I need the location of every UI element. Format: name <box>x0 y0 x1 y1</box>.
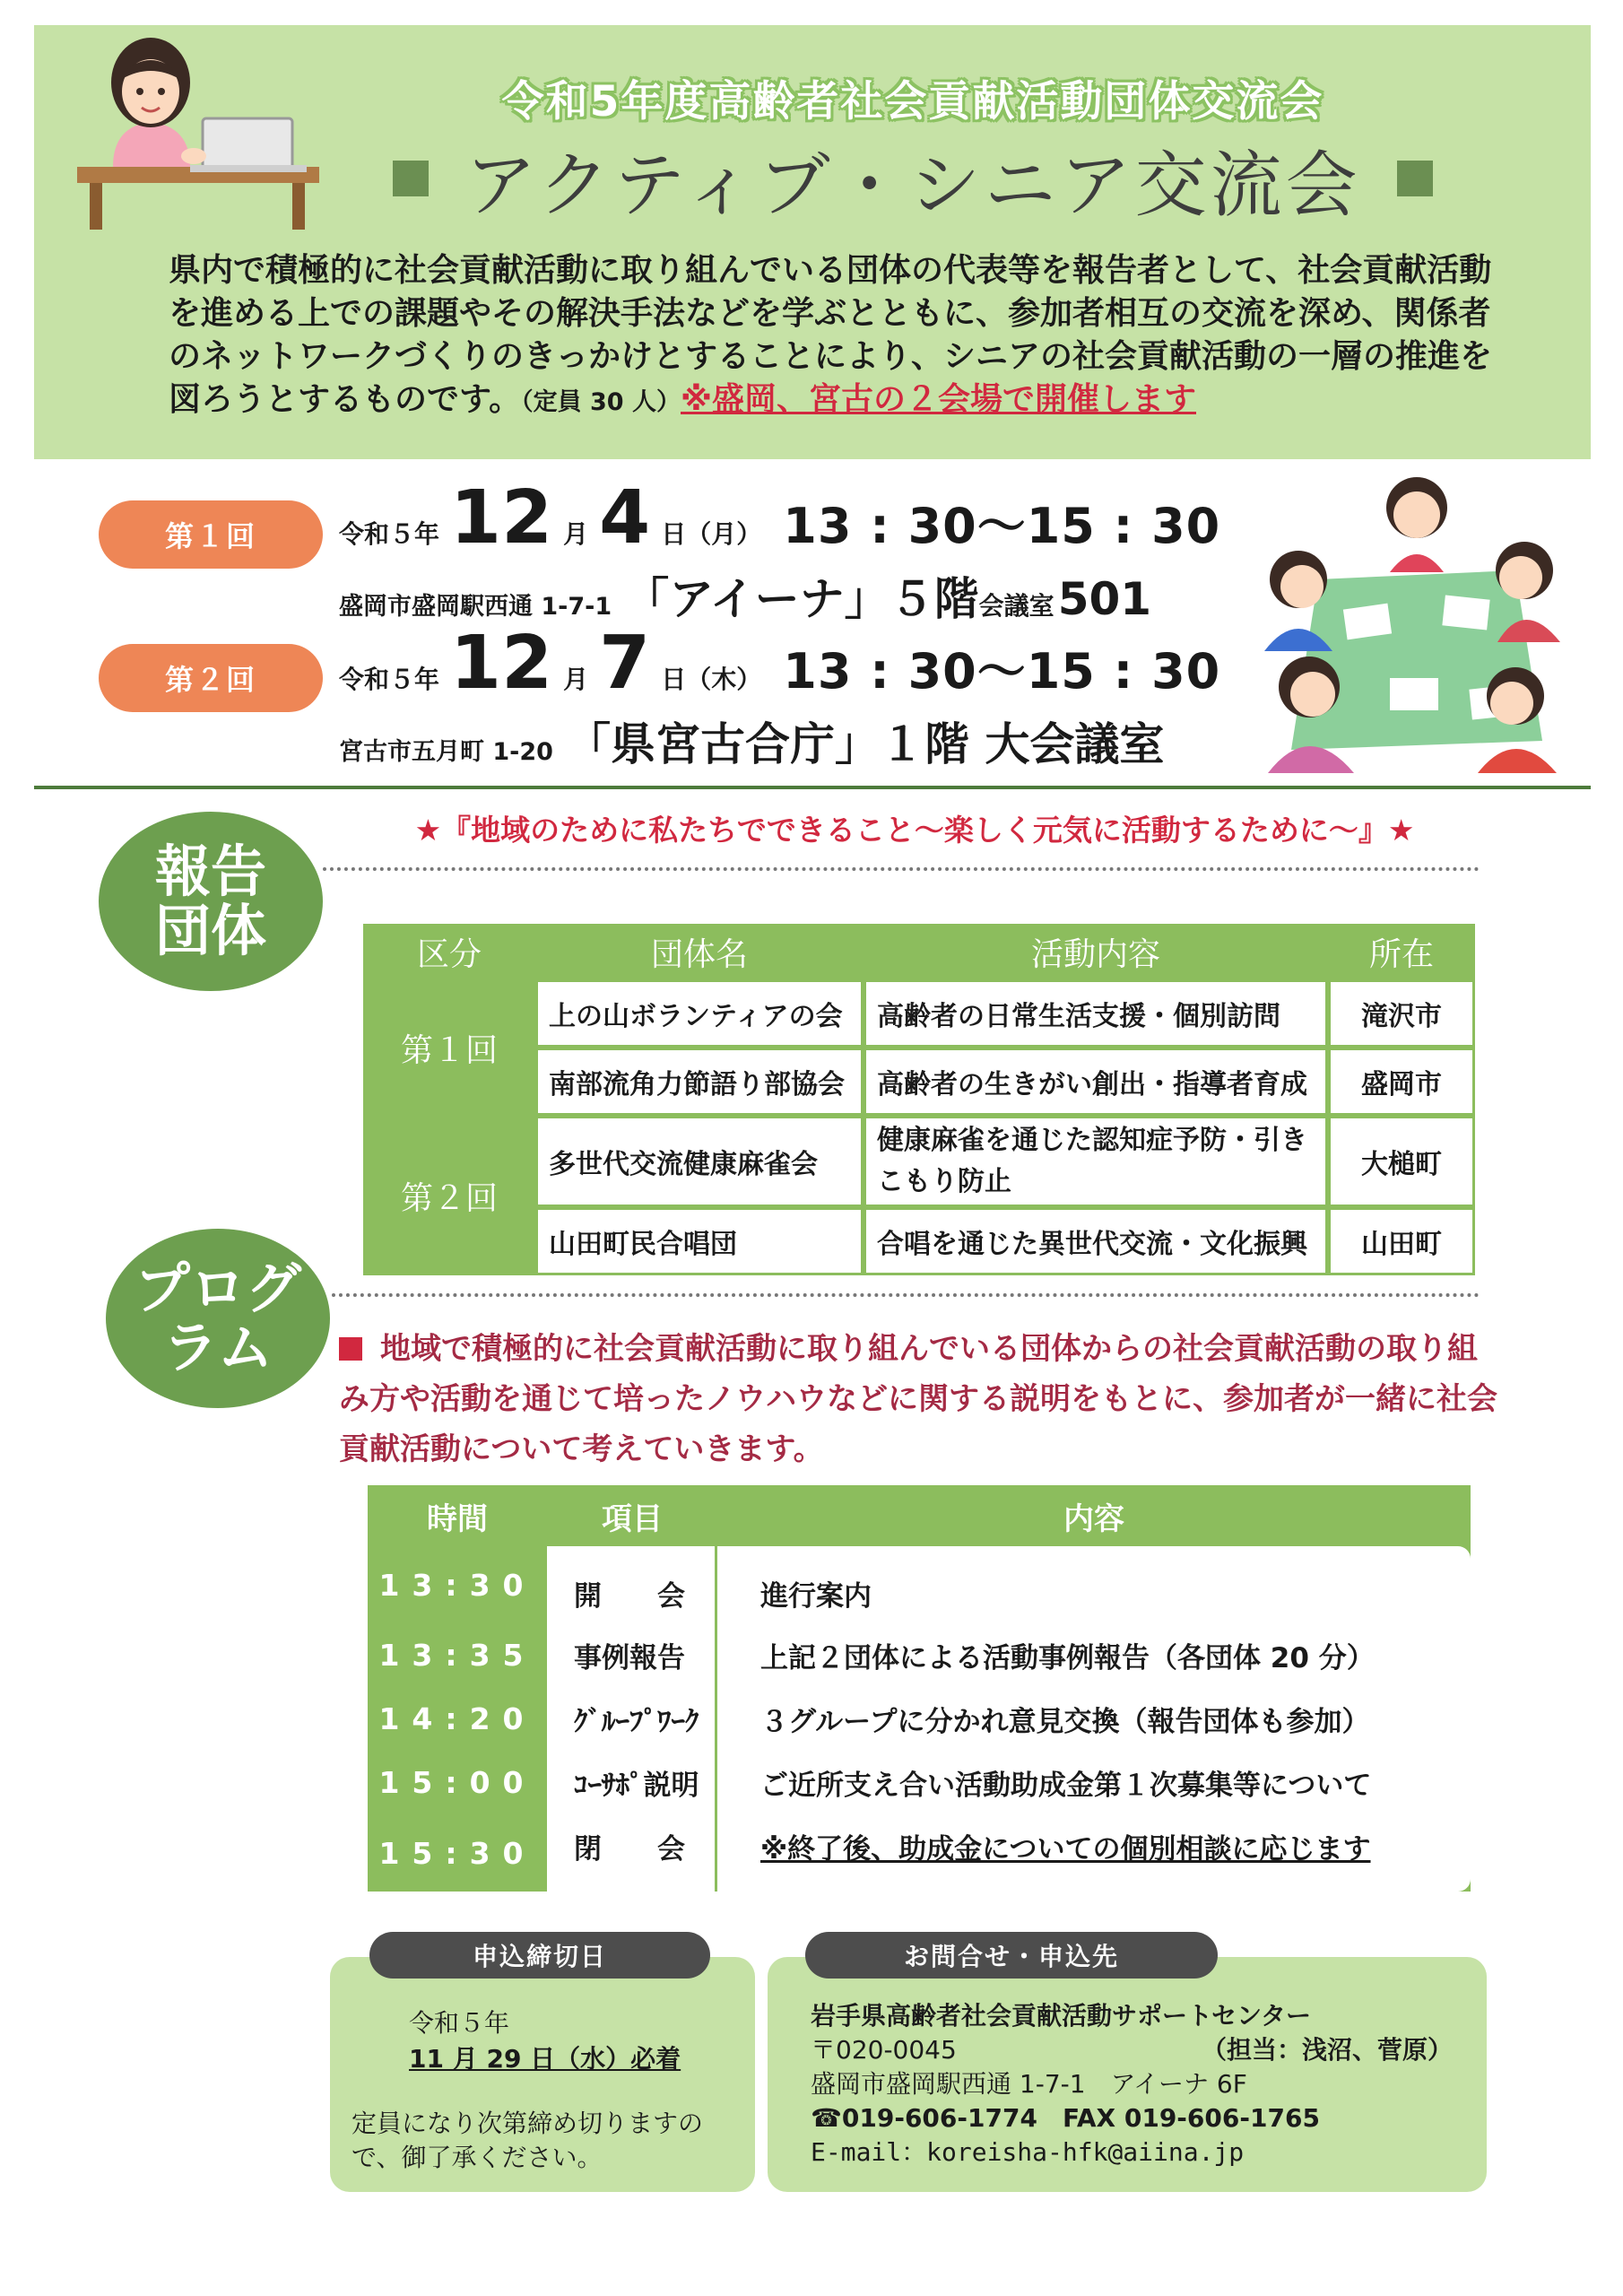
group-meeting-illustration <box>1255 472 1574 786</box>
header-time: 時間 <box>427 1500 488 1537</box>
dotted-rule <box>332 1293 1480 1297</box>
session-schedule <box>0 459 1623 789</box>
group-name-cell: 山田町民合唱団 <box>535 1207 864 1275</box>
session-2-time: 13 : 30〜15 : 30 <box>783 643 1221 700</box>
table-row <box>368 1751 1471 1814</box>
intro-capacity: （定員 30 人） <box>521 388 681 416</box>
item-cell: ｺｰｻﾎﾟ説明 <box>547 1751 717 1814</box>
header-category: 区分 <box>416 935 482 973</box>
event-subtitle: 令和5年度高齢者社会貢献活動団体交流会 <box>501 77 1324 126</box>
group-name-cell: 南部流角力節語り部協会 <box>535 1048 864 1116</box>
intro-venue-note: ※盛岡、宮古の２会場で開催します <box>681 381 1196 418</box>
program-badge-line-1: プログ <box>134 1256 301 1321</box>
deadline-date: 11 月 29 日（水）必着 <box>409 2044 681 2074</box>
session-2-era: 令和５年 <box>339 665 440 694</box>
location-cell: 大槌町 <box>1328 1116 1475 1207</box>
header-activity: 活動内容 <box>1030 935 1160 973</box>
category-cell: 第２回 <box>363 1116 535 1275</box>
time-cell: 15:30 <box>368 1814 547 1892</box>
session-1-day: 4 <box>599 475 651 561</box>
session-2-day: 7 <box>599 621 651 706</box>
contact-address: 盛岡市盛岡駅西通 1-7-1 アイーナ 6F <box>811 2069 1247 2099</box>
time-cell: 13:30 <box>368 1546 547 1623</box>
item-cell: 事例報告 <box>547 1623 717 1687</box>
session-2-weekday: （木） <box>686 665 762 694</box>
deadline-note-2: で、御了承ください。 <box>352 2143 603 2172</box>
activity-cell: 高齢者の日常生活支援・個別訪問 <box>864 979 1328 1048</box>
time-cell: 14:20 <box>368 1687 547 1751</box>
table-row <box>368 1623 1471 1687</box>
title-row <box>303 129 1523 228</box>
report-groups-table <box>363 924 1475 1275</box>
program-table <box>368 1485 1471 1892</box>
content-cell: 上記２団体による活動事例報告（各団体 20 分） <box>717 1623 1471 1687</box>
deadline-era: 令和５年 <box>409 2008 510 2038</box>
session-1-venue <box>339 563 1151 628</box>
session-2-month: 12 <box>450 621 553 706</box>
activity-cell: 合唱を通じた異世代交流・文化振興 <box>864 1207 1328 1275</box>
report-badge-line-2: 団体 <box>154 898 266 963</box>
report-theme: ★『地域のために私たちでできること〜楽しく元気に活動するために〜』★ <box>414 813 1415 848</box>
item-cell: ｸﾞﾙｰﾌﾟﾜｰｸ <box>547 1687 717 1751</box>
program-description <box>339 1324 1505 1474</box>
session-1-weekday: （月） <box>686 519 762 549</box>
table-header-row <box>368 1485 1471 1546</box>
woman-at-laptop-illustration <box>77 32 319 230</box>
session-1-badge: 第１回 <box>99 500 323 569</box>
table-header-row <box>363 924 1475 979</box>
header-location: 所在 <box>1368 935 1434 973</box>
session-2-badge: 第２回 <box>99 644 323 712</box>
square-bullet-icon <box>1397 161 1433 196</box>
time-cell: 15:00 <box>368 1751 547 1814</box>
intro-main: 県内で積極的に社会貢献活動に取り組んでいる団体の代表等を報告者として、社会貢献活動を進める上での課題やその解決手法などを学ぶとともに、参加者相互の交流を深め、関係者のネットワークづくりのきっかけとすることにより、シニアの社会貢献活動の一層の推進を図ろうとするものです。 <box>169 252 1493 418</box>
location-cell: 盛岡市 <box>1328 1048 1475 1116</box>
session-1-room: 501 <box>1057 573 1152 625</box>
location-cell: 山田町 <box>1328 1207 1475 1275</box>
content-cell: 進行案内 <box>717 1546 1471 1623</box>
session-1-era: 令和５年 <box>339 519 440 549</box>
header-content: 内容 <box>1063 1500 1124 1537</box>
group-name-cell: 多世代交流健康麻雀会 <box>535 1116 864 1207</box>
deadline-tab: 申込締切日 <box>369 1932 710 1979</box>
content-cell: ３グループに分かれ意見交換（報告団体も参加） <box>717 1687 1471 1751</box>
contact-postal: 〒020-0045 <box>811 2035 957 2065</box>
intro-paragraph <box>169 249 1496 424</box>
session-2-month-unit: 月 <box>563 665 589 694</box>
item-cell: 開 会 <box>547 1546 717 1623</box>
location-cell: 滝沢市 <box>1328 979 1475 1048</box>
report-badge-line-1: 報告 <box>154 839 266 904</box>
category-cell: 第１回 <box>363 979 535 1116</box>
square-bullet-icon <box>339 1337 362 1361</box>
dotted-rule <box>323 867 1480 871</box>
table-row <box>368 1687 1471 1751</box>
session-2-day-unit: 日 <box>661 665 687 694</box>
report-groups-badge <box>99 812 323 991</box>
activity-cell: 健康麻雀を通じた認知症予防・引きこもり防止 <box>864 1116 1328 1207</box>
event-title: アクティブ・シニア交流会 <box>464 143 1361 227</box>
section-divider <box>34 786 1591 789</box>
deadline-note-1: 定員になり次第締め切りますの <box>352 2109 704 2138</box>
session-1-time: 13 : 30〜15 : 30 <box>783 498 1221 554</box>
session-1-venue-name: 「アイーナ」５階 <box>624 573 979 625</box>
session-1-date <box>339 475 1220 561</box>
table-row <box>368 1814 1471 1892</box>
group-name-cell: 上の山ボランティアの会 <box>535 979 864 1048</box>
program-badge <box>106 1229 330 1408</box>
content-cell: ご近所支え合い活動助成金第１次募集等について <box>717 1751 1471 1814</box>
program-description-text: 地域で積極的に社会貢献活動に取り組んでいる団体からの社会貢献活動の取り組み方や活動を通じて培ったノウハウなどに関する説明をもとに、参加者が一緒に社会貢献活動について考えていきます。 <box>339 1331 1497 1467</box>
session-2-venue <box>339 709 1164 773</box>
table-row <box>363 979 1475 1048</box>
contact-org: 岩手県高齢者社会貢献活動サポートセンター <box>811 2001 1312 2031</box>
square-bullet-icon <box>393 161 429 196</box>
table-row <box>368 1546 1471 1623</box>
activity-cell: 高齢者の生きがい創出・指導者育成 <box>864 1048 1328 1116</box>
contact-email[interactable]: E-mail：koreisha-hfk@aiina.jp <box>811 2137 1245 2167</box>
header-item: 項目 <box>602 1500 663 1537</box>
table-row <box>363 1116 1475 1207</box>
contact-staff: （担当：浅沼、菅原） <box>1202 2035 1454 2065</box>
content-cell <box>717 1814 1471 1892</box>
content-note: ※終了後、助成金についての個別相談に応じます <box>760 1832 1371 1866</box>
session-2-venue-name: 「県宮古合庁」１階 大会議室 <box>565 718 1165 770</box>
header-banner <box>34 25 1591 459</box>
header-group-name: 団体名 <box>650 935 748 973</box>
contact-phone: ☎019-606-1774 FAX 019-606-1765 <box>811 2103 1320 2133</box>
session-1-room-prefix: 会議室 <box>978 591 1055 621</box>
program-badge-line-2: ラム <box>162 1315 273 1380</box>
session-1-month: 12 <box>450 475 553 561</box>
time-cell: 13:35 <box>368 1623 547 1687</box>
contact-tab: お問合せ・申込先 <box>805 1932 1218 1979</box>
session-1-address: 盛岡市盛岡駅西通 1-7-1 <box>339 593 612 621</box>
item-cell: 閉 会 <box>547 1814 717 1892</box>
session-2-date <box>339 621 1220 706</box>
session-2-address: 宮古市五月町 1-20 <box>339 738 553 766</box>
session-1-month-unit: 月 <box>563 519 589 549</box>
session-1-day-unit: 日 <box>661 519 687 549</box>
